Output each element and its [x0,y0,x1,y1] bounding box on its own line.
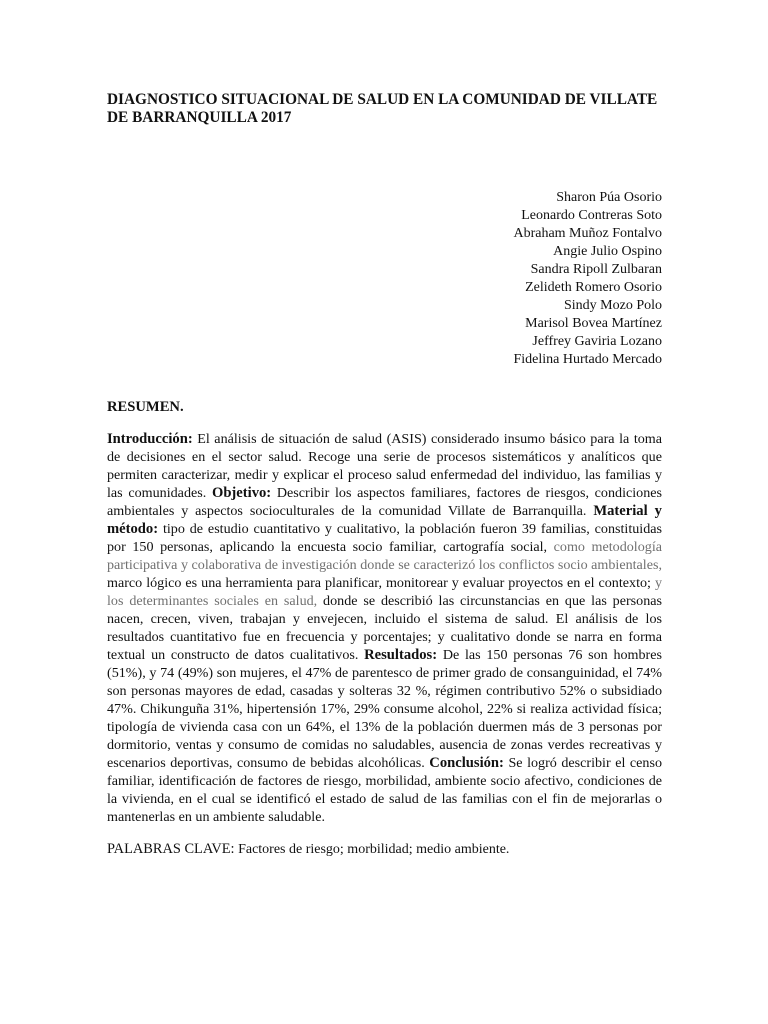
author-name: Sindy Mozo Polo [563,298,662,313]
author-name: Abraham Muñoz Fontalvo [513,226,662,241]
metodo-text: tipo de estudio cuantitativo y cualitativo, la población fueron 39 familias, constituidas por 150 personas, aplicando la encuesta socio familiar, cartografía social, [107,521,662,555]
keywords-text: Factores de riesgo; morbilidad; medio ambiente. [234,842,510,858]
abstract-paragraph [107,430,662,826]
metodo-gray-text: como metodología participativa y colaborativa de investigación donde se caracterizó los conflictos socio ambientales, [107,539,662,573]
resumen-heading: RESUMEN. [107,399,184,415]
keywords-label: PALABRAS CLAVE: [107,841,235,858]
author-name: Leonardo Contreras Soto [521,208,662,223]
author-name: Jeffrey Gaviria Lozano [532,334,662,349]
author-name: Sandra Ripoll Zulbaran [530,262,662,277]
keywords-paragraph [107,840,662,859]
author-name: Fidelina Hurtado Mercado [513,352,662,367]
introduccion-label: Introducción: [107,431,193,447]
author-name: Zelideth Romero Osorio [525,280,662,295]
conclusion-text: Se logró describir el censo familiar, identificación de factores de riesgo, morbilidad, ambiente socio afectivo, condiciones de la vivienda, en el cual se identificó el estado de salud de las familias con el fin de mejorarlas o mantenerlas en un ambiente saludable. [107,755,662,825]
conclusion-label: Conclusión: [429,755,504,771]
resultados-text: De las 150 personas 76 son hombres (51%), y 74 (49%) son mujeres, el 47% de parentesco de primer grado de consanguinidad, el 74% son personas mayores de edad, casadas y solteras 32 %, régimen contributivo 52% o subsidiado 47%. Chikunguña 31%, hipertensión 17%, 29% consume alcohol, 22% si realiza actividad física; tipología de vivienda casa con un 64%, el 13% de la población duermen más de 3 personas por dormitorio, ventas y consumo de comidas no saludables, ausencia de zonas verdes recreativas y escenarios deportivas, consumo de bebidas alcohólicas. [107,647,662,771]
objetivo-text: Describir los aspectos familiares, factores de riesgos, condiciones ambientales y aspectos socioculturales de la comunidad Villate de Barranquilla. [107,485,662,519]
metodo-gray-text: y los determinantes sociales en salud, [107,575,662,609]
metodo-label: Material y método: [107,503,662,537]
metodo-text: marco lógico es una herramienta para planificar, monitorear y evaluar proyectos en el contexto; [107,575,651,591]
document-title: DIAGNOSTICO SITUACIONAL DE SALUD EN LA COMUNIDAD DE VILLATE DE BARRANQUILLA 2017 [107,91,658,126]
author-name: Marisol Bovea Martínez [525,316,662,331]
author-name: Angie Julio Ospino [553,244,662,259]
introduccion-text: El análisis de situación de salud (ASIS) considerado insumo básico para la toma de decisiones en el sector salud. Recoge una serie de procesos sistemáticos y analíticos que permiten caracterizar, medir y explicar el proceso salud enfermedad del individuo, las familias y las comunidades. [107,431,662,501]
metodo-text: donde se describió las circunstancias en que las personas nacen, crecen, viven, trabajan y envejecen, incluido el sistema de salud. El análisis de los resultados cuantitativo fue en frecuencia y porcentajes; y cualitativo donde se narra en forma textual un constructo de datos cualitativos. [107,593,662,663]
document-page [107,91,662,873]
objetivo-label: Objetivo: [211,485,272,501]
author-list [107,189,662,369]
resultados-label: Resultados: [364,647,438,663]
author-name: Sharon Púa Osorio [556,190,662,205]
